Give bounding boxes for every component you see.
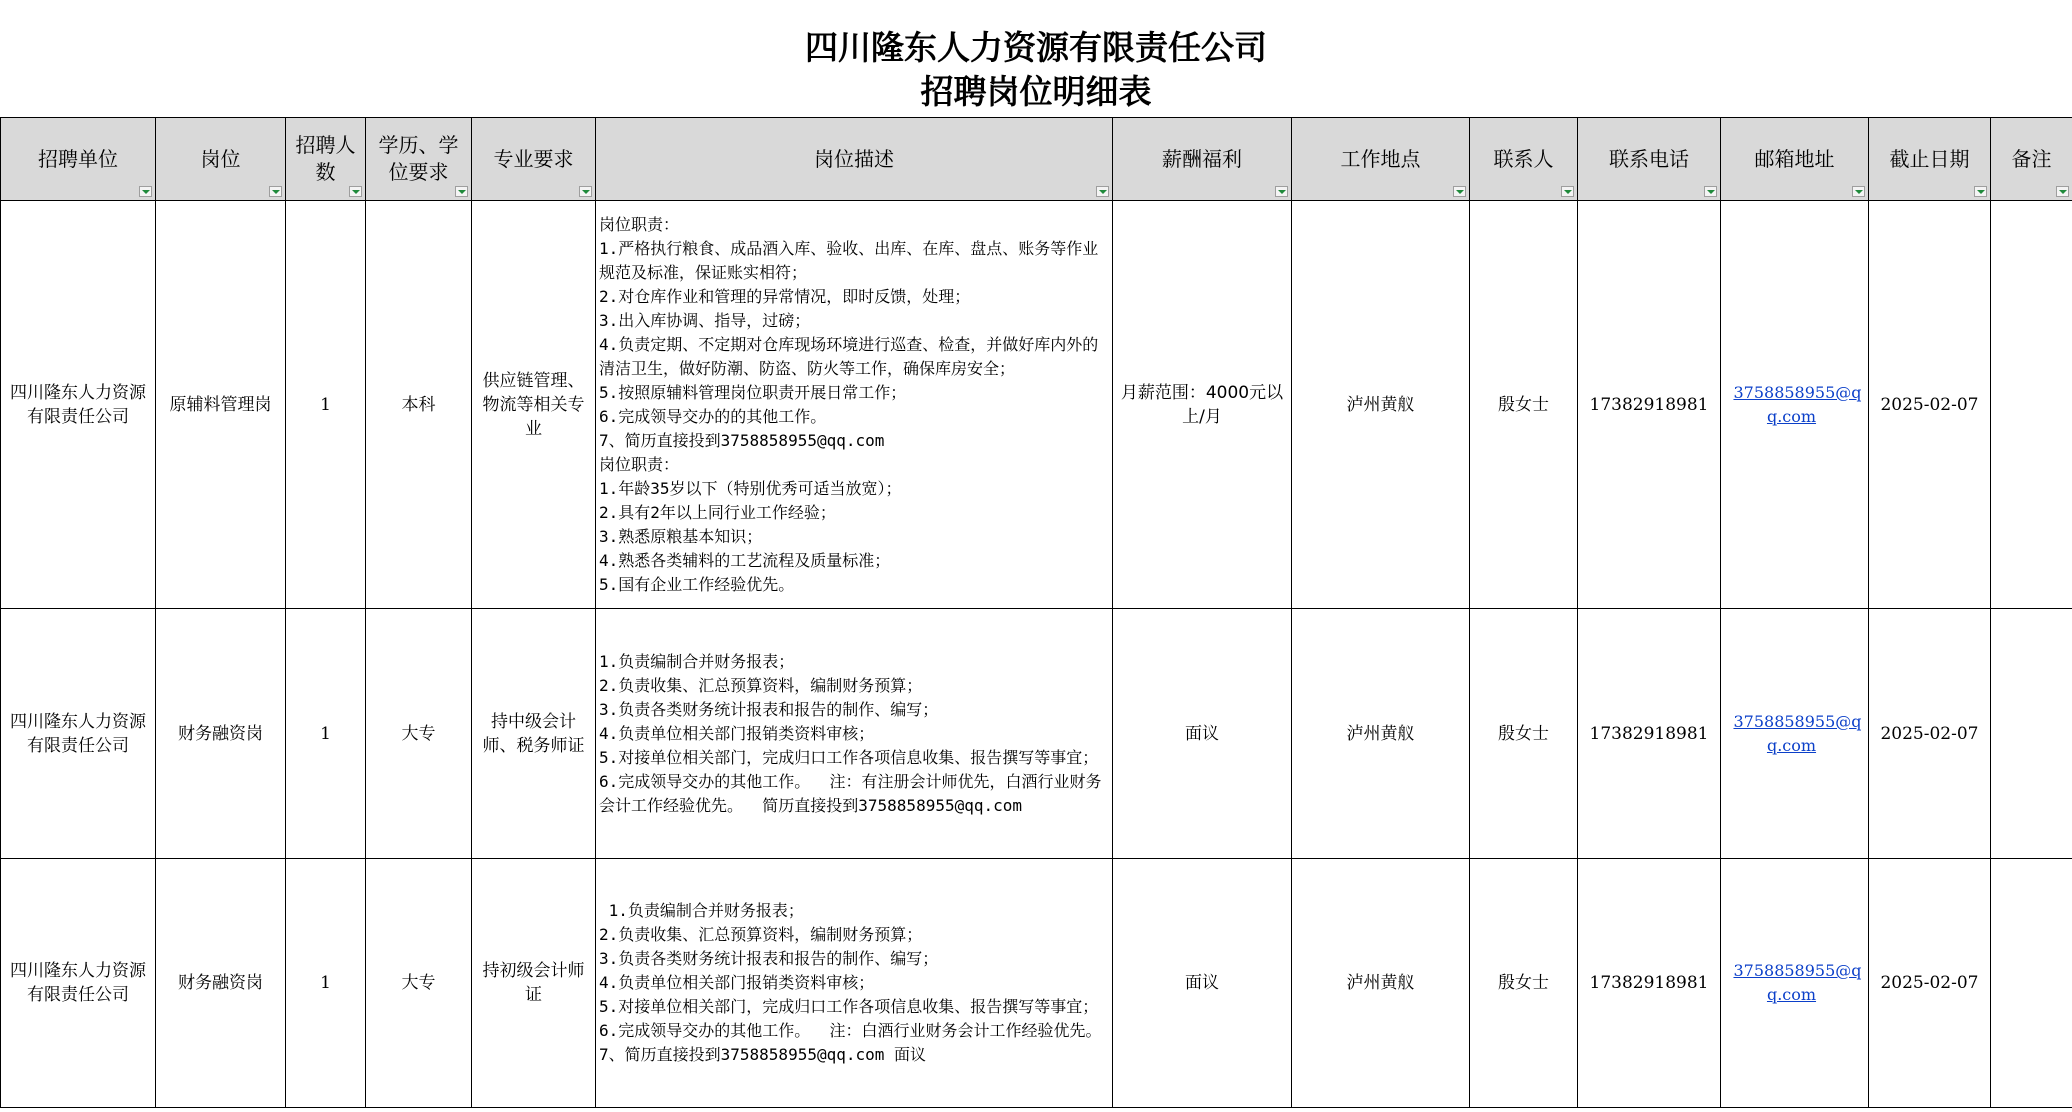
filter-dropdown-icon[interactable] bbox=[139, 186, 152, 197]
cell-phone: 17382918981 bbox=[1578, 859, 1721, 1108]
header-phone: 联系电话 bbox=[1578, 118, 1721, 201]
cell-contact: 殷女士 bbox=[1470, 609, 1578, 859]
cell-email bbox=[1721, 859, 1869, 1108]
cell-remark bbox=[1991, 609, 2072, 859]
header-position: 岗位 bbox=[156, 118, 286, 201]
cell-count: 1 bbox=[286, 201, 366, 609]
table-row bbox=[1, 201, 2072, 609]
header-count: 招聘人数 bbox=[286, 118, 366, 201]
cell-phone: 17382918981 bbox=[1578, 609, 1721, 859]
cell-salary: 面议 bbox=[1113, 859, 1292, 1108]
email-link[interactable]: 3758858955@qq.com bbox=[1733, 711, 1862, 755]
header-location: 工作地点 bbox=[1292, 118, 1470, 201]
header-unit: 招聘单位 bbox=[1, 118, 156, 201]
header-education: 学历、学位要求 bbox=[366, 118, 472, 201]
filter-dropdown-icon[interactable] bbox=[1852, 186, 1865, 197]
cell-contact: 殷女士 bbox=[1470, 201, 1578, 609]
cell-description: 1.负责编制合并财务报表； 2.负责收集、汇总预算资料，编制财务预算； 3.负责各类财务统计报表和报告的制作、编写； 4.负责单位相关部门报销类资料审核； 5.对接单位相关部门，完成归口工作各项信息收集、报告撰写等事宜； 6.完成领导交办的其他工作。 注：有注册会计师优先，白酒行业财务会计工作经验优先。 简历直接投到3758858955@qq.com bbox=[596, 609, 1113, 859]
document-title: 四川隆东人力资源有限责任公司 bbox=[805, 28, 1267, 67]
cell-major: 持中级会计师、税务师证 bbox=[472, 609, 596, 859]
filter-dropdown-icon[interactable] bbox=[1096, 186, 1109, 197]
filter-dropdown-icon[interactable] bbox=[1453, 186, 1466, 197]
cell-count: 1 bbox=[286, 859, 366, 1108]
cell-remark bbox=[1991, 201, 2072, 609]
filter-dropdown-icon[interactable] bbox=[2056, 186, 2069, 197]
cell-deadline: 2025-02-07 bbox=[1869, 201, 1991, 609]
cell-location: 泸州黄舣 bbox=[1292, 201, 1470, 609]
table-row bbox=[1, 859, 2072, 1108]
cell-salary: 月薪范围：4000元以上/月 bbox=[1113, 201, 1292, 609]
filter-dropdown-icon[interactable] bbox=[579, 186, 592, 197]
filter-dropdown-icon[interactable] bbox=[1561, 186, 1574, 197]
cell-email bbox=[1721, 201, 1869, 609]
email-link[interactable]: 3758858955@qq.com bbox=[1733, 382, 1862, 426]
cell-position: 财务融资岗 bbox=[156, 609, 286, 859]
cell-position: 财务融资岗 bbox=[156, 859, 286, 1108]
cell-major: 持初级会计师证 bbox=[472, 859, 596, 1108]
cell-location: 泸州黄舣 bbox=[1292, 609, 1470, 859]
cell-deadline: 2025-02-07 bbox=[1869, 859, 1991, 1108]
cell-unit: 四川隆东人力资源有限责任公司 bbox=[1, 859, 156, 1108]
header-major: 专业要求 bbox=[472, 118, 596, 201]
cell-remark bbox=[1991, 859, 2072, 1108]
cell-salary: 面议 bbox=[1113, 609, 1292, 859]
cell-major: 供应链管理、物流等相关专业 bbox=[472, 201, 596, 609]
header-remark: 备注 bbox=[1991, 118, 2072, 201]
cell-phone: 17382918981 bbox=[1578, 201, 1721, 609]
cell-unit: 四川隆东人力资源有限责任公司 bbox=[1, 609, 156, 859]
header-deadline: 截止日期 bbox=[1869, 118, 1991, 201]
filter-dropdown-icon[interactable] bbox=[349, 186, 362, 197]
header-salary: 薪酬福利 bbox=[1113, 118, 1292, 201]
filter-dropdown-icon[interactable] bbox=[1704, 186, 1717, 197]
cell-count: 1 bbox=[286, 609, 366, 859]
table-row bbox=[1, 609, 2072, 859]
cell-education: 大专 bbox=[366, 859, 472, 1108]
header-description: 岗位描述 bbox=[596, 118, 1113, 201]
header-row bbox=[1, 118, 2072, 201]
cell-contact: 殷女士 bbox=[1470, 859, 1578, 1108]
email-link[interactable]: 3758858955@qq.com bbox=[1733, 961, 1862, 1004]
cell-deadline: 2025-02-07 bbox=[1869, 609, 1991, 859]
cell-unit: 四川隆东人力资源有限责任公司 bbox=[1, 201, 156, 609]
filter-dropdown-icon[interactable] bbox=[1275, 186, 1288, 197]
recruitment-table bbox=[0, 117, 2072, 1108]
cell-email bbox=[1721, 609, 1869, 859]
cell-description: 1.负责编制合并财务报表； 2.负责收集、汇总预算资料，编制财务预算； 3.负责各类财务统计报表和报告的制作、编写； 4.负责单位相关部门报销类资料审核； 5.对接单位相关部门，完成归口工作各项信息收集、报告撰写等事宜； 6.完成领导交办的其他工作。 注：白酒行业财务会计工作经验优先。 7、简历直接投到3758858955@qq.com 面议 bbox=[596, 859, 1113, 1108]
cell-description: 岗位职责： 1.严格执行粮食、成品酒入库、验收、出库、在库、盘点、账务等作业规范及标准，保证账实相符； 2.对仓库作业和管理的异常情况，即时反馈，处理； 3.出入库协调、指导，过磅； 4.负责定期、不定期对仓库现场环境进行巡查、检查，并做好库内外的清洁卫生，做好防潮、防盗、防火等工作，确保库房安全； 5.按照原辅料管理岗位职责开展日常工作； 6.完成领导交办的的其他工作。 7、简历直接投到3758858955@qq.com 岗位职责： 1.年龄35岁以下（特别优秀可适当放宽）； 2.具有2年以上同行业工作经验； 3.熟悉原粮基本知识； 4.熟悉各类辅料的工艺流程及质量标准； 5.国有企业工作经验优先。 bbox=[596, 201, 1113, 609]
cell-location: 泸州黄舣 bbox=[1292, 859, 1470, 1108]
filter-dropdown-icon[interactable] bbox=[455, 186, 468, 197]
cell-education: 大专 bbox=[366, 609, 472, 859]
filter-dropdown-icon[interactable] bbox=[269, 186, 282, 197]
document-subtitle: 招聘岗位明细表 bbox=[920, 72, 1152, 111]
header-contact: 联系人 bbox=[1470, 118, 1578, 201]
cell-education: 本科 bbox=[366, 201, 472, 609]
filter-dropdown-icon[interactable] bbox=[1974, 186, 1987, 197]
cell-position: 原辅料管理岗 bbox=[156, 201, 286, 609]
header-email: 邮箱地址 bbox=[1721, 118, 1869, 201]
